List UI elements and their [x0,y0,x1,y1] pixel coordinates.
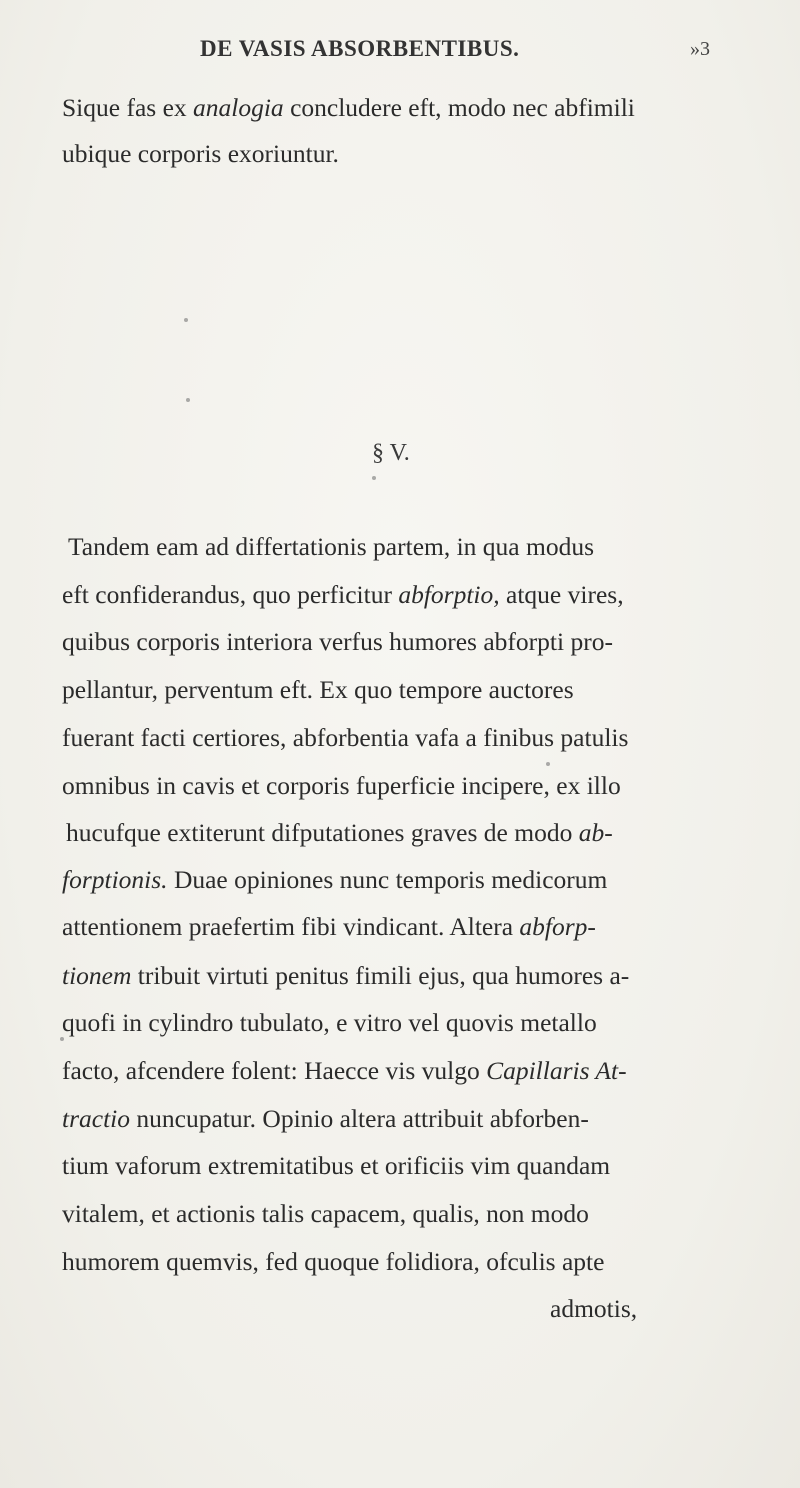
paper-speck [546,762,550,766]
text-line: Tandem eam ad differtationis partem, in qua modus [68,532,595,561]
text-line: omnibus in cavis et corporis fuperficie incipere, ex illo [62,771,621,800]
paper-speck [186,398,190,402]
text-line: forptionis. Duae opiniones nunc temporis medicorum [62,865,608,894]
text-line: facto, afcendere folent: Haecce vis vulgo Capillaris At- [62,1056,627,1085]
text-line: tractio nuncupatur. Opinio altera attribuit abforben- [62,1104,589,1133]
text-line: ubique corporis exoriuntur. [62,139,339,168]
text-line: quofi in cylindro tubulato, e vitro vel quovis metallo [62,1008,597,1037]
text-line: Sique fas ex analogia concludere eft, modo nec abfimili [62,93,635,122]
text-line: tium vaforum extremitatibus et orificiis vim quandam [62,1151,611,1180]
paper-speck [372,476,376,480]
text-line: fuerant facti certiores, abforbentia vafa a finibus patulis [62,723,629,752]
text-line: eft confiderandus, quo perficitur abforptio, atque vires, [62,580,624,609]
text-line: vitalem, et actionis talis capacem, qualis, non modo [62,1199,589,1228]
text-line: hucufque extiterunt difputationes graves de modo ab- [66,818,613,847]
catchword: admotis, [550,1294,638,1323]
paper-speck [184,318,188,322]
text-line: tionem tribuit virtuti penitus fimili ejus, qua humores a- [62,961,630,990]
section-heading: § V. [372,440,410,466]
running-head-title: DE VASIS ABSORBENTIBUS. [200,36,520,61]
page-number: »3 [690,38,710,60]
text-line: pellantur, perventum eft. Ex quo tempore auctores [62,675,574,704]
text-line: attentionem praefertim fibi vindicant. Altera abforp- [62,912,596,941]
paper-speck [60,1037,64,1041]
text-line: quibus corporis interiora verfus humores abforpti pro- [62,627,613,656]
running-head [0,36,800,76]
text-line: humorem quemvis, fed quoque folidiora, ofculis apte [62,1247,605,1276]
